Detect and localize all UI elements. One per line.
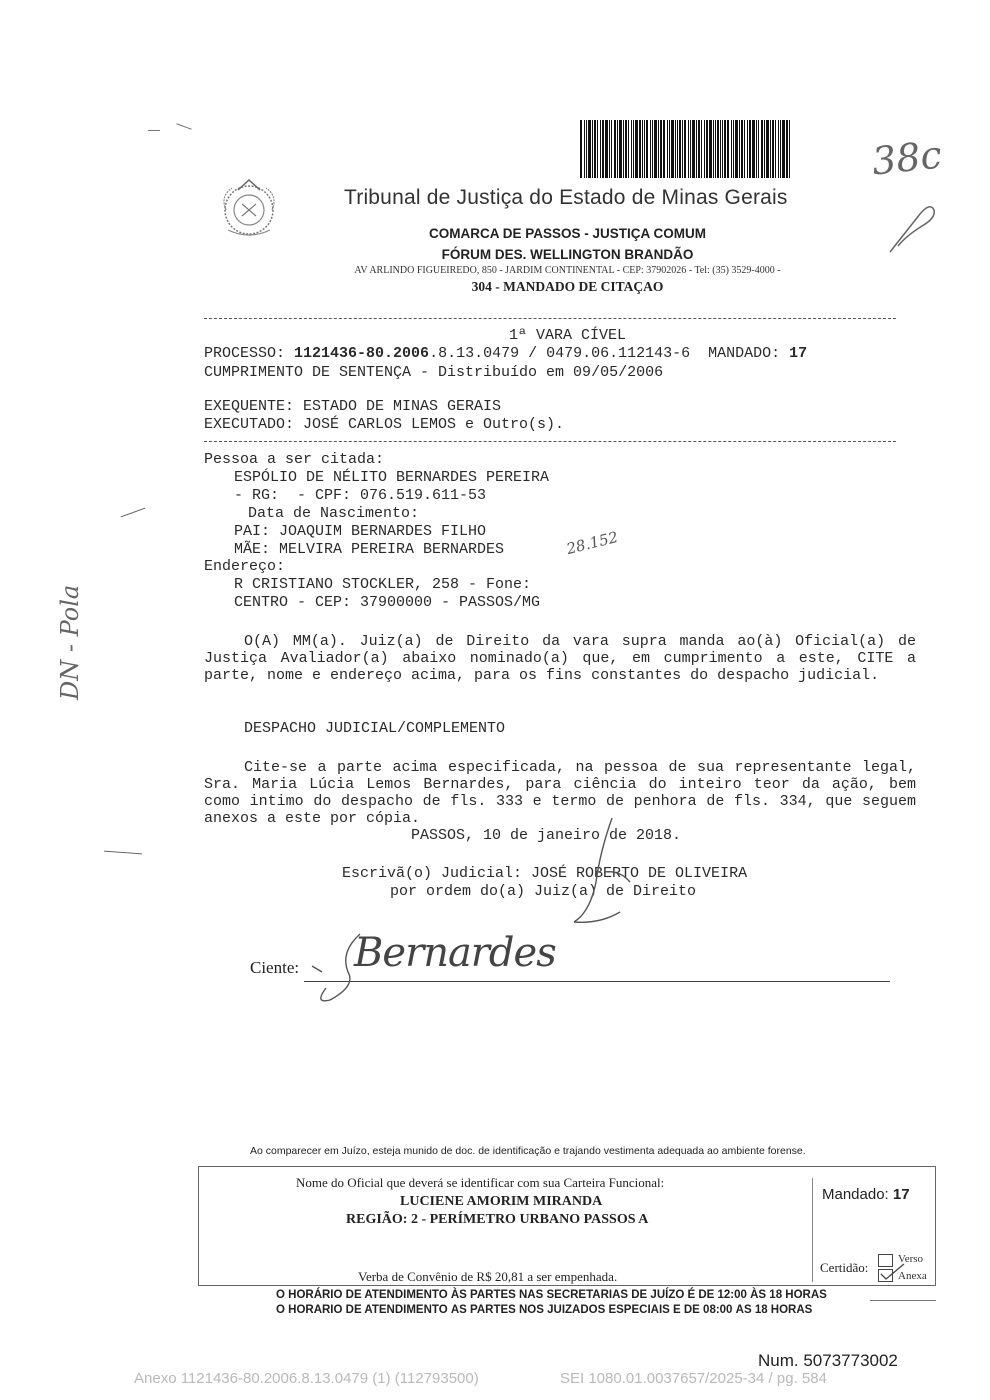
place-date: PASSOS, 10 de janeiro de 2018. [411,827,682,844]
ciente-signature: Bernardes [354,930,556,976]
footer-rule [870,1300,936,1301]
barcode-bar [724,120,726,178]
exequente-line: EXEQUENTE: ESTADO DE MINAS GERAIS [204,398,502,415]
oficial-intro: Nome do Oficial que deverá se identificar com sua Carteira Funcional: [296,1175,665,1190]
barcode-bar [633,120,634,178]
barcode-bar [642,120,643,178]
barcode-bar [761,120,763,178]
box-mandado-number: 17 [892,1186,910,1203]
birth-date-label: Data de Nascimento: [248,505,420,522]
barcode-bar [704,120,705,178]
barcode-bar [617,120,618,178]
person-documents: - RG: - CPF: 076.519.611-53 [234,487,487,504]
escriva-signature [560,812,660,932]
barcode-bar [744,120,745,178]
oficial-name: LUCIENE AMORIM MIRANDA [400,1194,603,1209]
barcode-bar [735,120,738,178]
margin-mark [148,130,160,131]
barcode-bar [739,120,740,178]
address-city: CENTRO - CEP: 37900000 - PASSOS/MG [234,594,541,611]
barcode-bar [747,120,748,178]
regiao-line: REGIÃO: 2 - PERÍMETRO URBANO PASSOS A [346,1212,649,1227]
barcode-bar [580,120,582,178]
escriva-line: Escrivã(o) Judicial: JOSÉ ROBERTO DE OLIVEIRA [342,865,748,882]
margin-mark [121,508,146,518]
annex-reference: Anexo 1121436-80.2006.8.13.0479 (1) (112793500) [134,1370,479,1387]
hours-notice-juizados: O HORÁRIO DE ATENDIMENTO ÀS PARTES NOS JUIZADOS ESPECIAIS É DE 08:00 ÀS 18 HORAS [276,1304,813,1313]
dress-code-notice: Ao comparecer em Juízo, esteja munido de doc. de identificação e trajando vestimenta adequada ao ambiente forense. [250,1145,806,1157]
vara-line: 1ª VARA CÍVEL [508,327,627,344]
barcode-bar [741,120,743,178]
barcode-bar [780,120,781,178]
por-ordem-line: por ordem do(a) Juiz(a) de Direito [390,883,697,900]
barcode-bar [688,120,689,178]
anexa-label: Anexa [898,1270,927,1282]
mother-line: MÃE: MELVIRA PEREIRA BERNARDES [234,541,505,558]
barcode-bar [770,120,771,178]
barcode-bar [696,120,697,178]
barcode-bar [592,120,593,178]
barcode-bar [623,120,624,178]
ciente-line [304,981,890,982]
barcode-bar [684,120,686,178]
handwritten-note: 28.152 [564,527,620,559]
person-label: Pessoa a ser citada: [204,451,385,468]
forum-line: FÓRUM DES. WELLINGTON BRANDÃO [441,247,694,262]
barcode-bar [671,120,674,178]
handwritten-side-note: DN - Pola [56,584,84,700]
document-type: 304 - MANDADO DE CITAÇAO [471,279,664,294]
barcode-bar [772,120,774,178]
barcode-bar [669,120,670,178]
processo-number: 1121436-80.2006 [294,345,430,362]
separator-line [204,318,896,319]
barcode-bar [631,120,632,178]
executado-line: EXECUTADO: JOSÉ CARLOS LEMOS e Outro(s). [204,416,565,433]
barcode [578,120,792,178]
barcode-bar [690,120,691,178]
barcode-bar [584,120,585,178]
margin-mark [176,123,191,129]
mandado-label: MANDADO: [708,345,781,362]
barcode-bar [706,120,708,178]
barcode-bar [660,120,662,178]
barcode-bar [756,120,757,178]
barcode-bar [605,120,608,178]
barcode-bar [586,120,587,178]
court-address: AV ARLINDO FIGUEIREDO, 850 - JARDIM CONTINENTAL - CEP: 37902026 - Tel: (35) 3529-4000 - [354,265,781,276]
barcode-bar [766,120,769,178]
barcode-bar [722,120,723,178]
barcode-bar [717,120,719,178]
handwritten-page-number: 38c [869,132,944,184]
barcode-bar [588,120,591,178]
barcode-bar [713,120,714,178]
processo-line [204,345,807,362]
barcode-bar [692,120,695,178]
barcode-bar [731,120,732,178]
box-divider [812,1178,813,1282]
address-street: R CRISTIANO STOCKLER, 258 - Fone: [234,576,532,593]
barcode-bar [786,120,788,178]
barcode-bar [727,120,729,178]
barcode-bar [635,120,638,178]
court-title: Tribunal de Justiça do Estado de Minas Gerais [344,186,788,209]
address-label: Endereço: [204,558,286,575]
barcode-bar [758,120,759,178]
margin-mark [104,851,142,855]
separator-line [204,441,896,442]
barcode-bar [619,120,622,178]
order-paragraph: O(A) MM(a). Juiz(a) de Direito da vara supra manda ao(à) Oficial(a) de Justiça Avaliador(a) abaixo nominado(a) que, em cumprimento a este, CITE a parte, nome e endereço acima, para os fins constantes do despacho judicial. [204,633,916,684]
barcode-bar [733,120,734,178]
verba-line: Verba de Convênio de R$ 20,81 a ser empenhada. [358,1269,618,1284]
barcode-bar [682,120,683,178]
sei-reference: SEI 1080.01.0037657/2025-34 / pg. 584 [560,1370,827,1387]
barcode-bar [701,120,702,178]
barcode-bar [628,120,629,178]
processo-label: PROCESSO: [204,345,286,362]
barcode-bar [715,120,716,178]
barcode-bar [650,120,651,178]
barcode-bar [677,120,678,178]
barcode-bar [646,120,648,178]
barcode-bar [667,120,668,178]
barcode-bar [614,120,616,178]
barcode-bar [652,120,653,178]
barcode-bar [749,120,751,178]
comarca-line: COMARCA DE PASSOS - JUSTIÇA COMUM [428,226,706,241]
box-mandado [822,1186,910,1203]
hours-notice-secretarias: O HORÁRIO DE ATENDIMENTO ÀS PARTES NAS SECRETARIAS DE JUÍZO É DE 12:00 ÀS 18 HORAS [276,1289,827,1301]
barcode-bar [644,120,645,178]
barcode-bar [675,120,676,178]
despacho-title: DESPACHO JUDICIAL/COMPLEMENTO [244,720,506,737]
barcode-bar [752,120,755,178]
barcode-bar [654,120,657,178]
barcode-bar [639,120,641,178]
barcode-bar [709,120,712,178]
mandado-number: 17 [789,345,808,362]
barcode-bar [625,120,627,178]
ciente-label: Ciente: [250,958,300,977]
barcode-bar [609,120,610,178]
cumprimento-line: CUMPRIMENTO DE SENTENÇA - Distribuído em 09/05/2006 [204,364,664,381]
barcode-bar [597,120,598,178]
signature-flourish [300,928,380,1008]
hours-notice-juizados-wrapper [276,1304,866,1313]
barcode-bar [658,120,659,178]
barcode-bar [720,120,721,178]
barcode-bar [698,120,700,178]
person-name: ESPÓLIO DE NÉLITO BERNARDES PEREIRA [234,469,550,486]
barcode-bar [789,120,790,178]
barcode-bar [594,120,596,178]
barcode-bar [679,120,681,178]
barcode-bar [663,120,665,178]
box-mandado-label: Mandado: [822,1186,889,1203]
barcode-bar [775,120,776,178]
barcode-bar [764,120,765,178]
barcode-bar [611,120,612,178]
barcode-bar [778,120,779,178]
despacho-paragraph: Cite-se a parte acima especificada, na pessoa de sua representante legal, Sra. Maria Lúcia Lemos Bernardes, para ciência do inteiro teor da ação, bem como intimo do despacho de fls. 333 e termo de penhora de fls. 334, que seguem anexos a este por cópia. [204,759,916,827]
father-line: PAI: JOAQUIM BERNARDES FILHO [234,523,487,540]
barcode-bar [782,120,785,178]
document-number: Num. 5073773002 [758,1351,898,1370]
verso-label: Verso [898,1253,924,1265]
barcode-bar [600,120,601,178]
barcode-bar [602,120,604,178]
certidao-label: Certidão: [820,1260,869,1275]
processo-suffix: .8.13.0479 / 0479.06.112143-6 [429,345,691,362]
